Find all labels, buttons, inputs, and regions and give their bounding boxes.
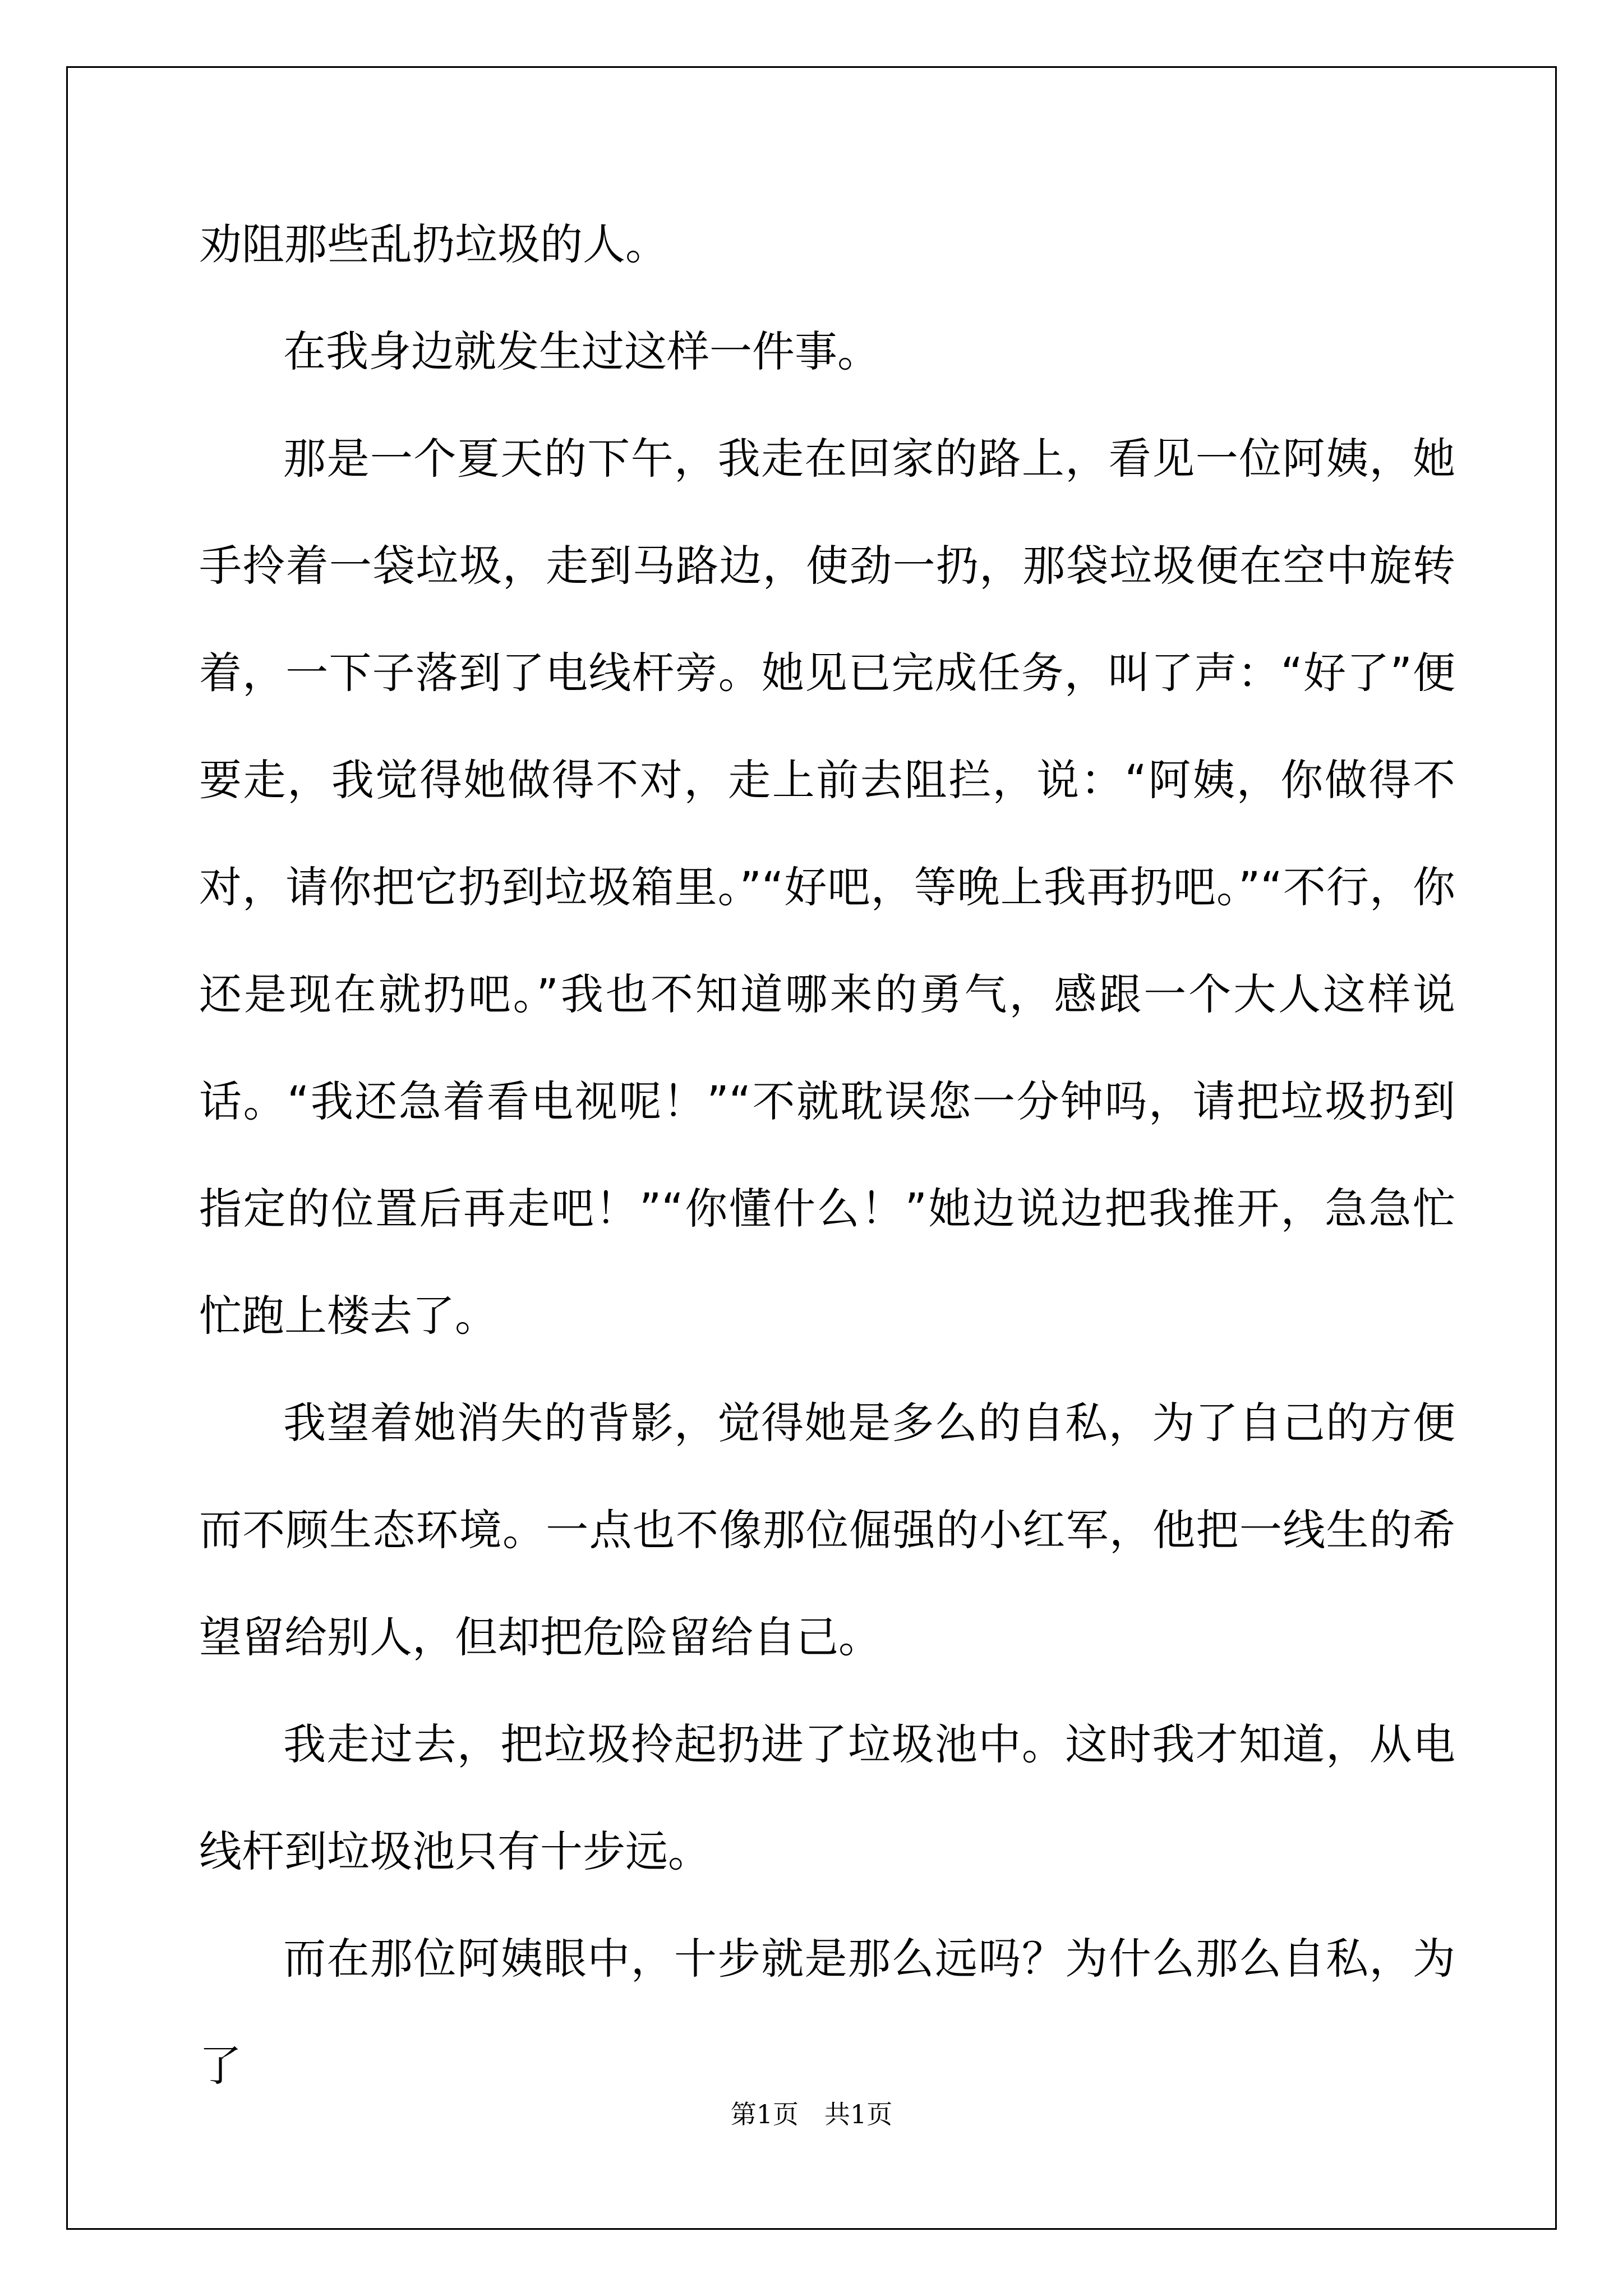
paragraph-4: 我望着她消失的背影，觉得她是多么的自私，为了自己的方便而不顾生态环境。一点也不像那位倔强的小红军，他把一线生的希望留给别人，但却把危险留给自己。 bbox=[199, 1398, 1455, 1662]
paragraph-5: 我走过去，把垃圾拎起扔进了垃圾池中。这时我才知道，从电线杆到垃圾池只有十步远。 bbox=[199, 1719, 1455, 1876]
paragraph-1: 劝阻那些乱扔垃圾的人。 bbox=[199, 219, 668, 269]
paragraph-3: 那是一个夏天的下午，我走在回家的路上，看见一位阿姨，她手拎着一袋垃圾，走到马路边，使劲一扔，那袋垃圾便在空中旋转着，一下子落到了电线杆旁。她见已完成任务，叫了声：“好了”便要走，我觉得她做得不对，走上前去阻拦，说：“阿姨，你做得不对，请你把它扔到垃圾箱里。”“好吧，等晚上我再扔吧。”“不行，你还是现在就扔吧。”我也不知道哪来的勇气，感跟一个大人这样说话。“我还急着看电视呢！”“不就耽误您一分钟吗，请把垃圾扔到指定的位置后再走吧！”“你懂什么！”她边说边把我推开，急急忙忙跑上楼去了。 bbox=[199, 434, 1455, 1341]
document-body bbox=[199, 191, 1455, 2119]
paragraph-6: 而在那位阿姨眼中，十步就是那么远吗？为什么那么自私，为了 bbox=[199, 1934, 1455, 2091]
page-number-footer: 第1页 共1页 bbox=[730, 2099, 893, 2129]
paragraph-2: 在我身边就发生过这样一件事。 bbox=[283, 326, 880, 376]
